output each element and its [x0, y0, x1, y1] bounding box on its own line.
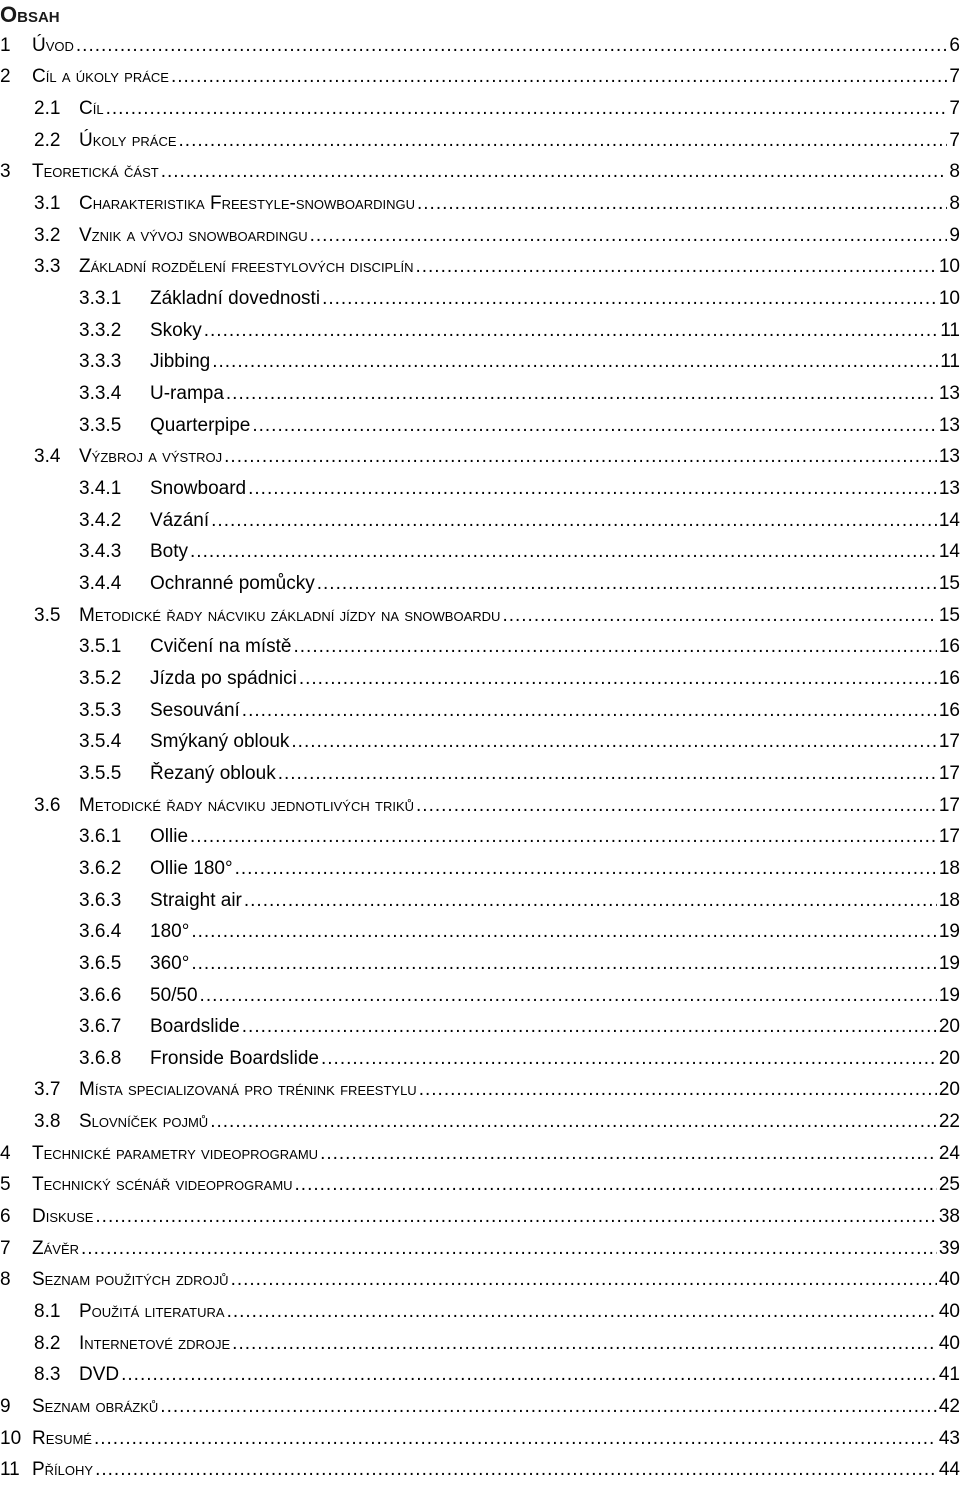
toc-dot-leader — [231, 1269, 937, 1291]
toc-entry-page-number: 8 — [949, 161, 960, 183]
toc-entry-label: Jízda po spádnici — [150, 667, 297, 689]
toc-entry[interactable] — [0, 188, 960, 220]
toc-entry-label: Použitá literatura — [79, 1301, 225, 1323]
toc-entry-label: Slovníček pojmů — [79, 1111, 209, 1133]
toc-entry-label: Cvičení na místě — [150, 636, 292, 658]
toc-entry-number: 3.3.5 — [79, 414, 122, 436]
toc-entry-label: Fronside Boardslide — [150, 1047, 319, 1069]
toc-entry-page-number: 13 — [938, 478, 960, 500]
toc-dot-leader — [76, 35, 948, 57]
toc-entry-page-number: 7 — [949, 66, 960, 88]
toc-entry[interactable] — [0, 663, 960, 695]
toc-entry-number: 8.3 — [34, 1364, 61, 1386]
toc-entry-number: 3.5.1 — [79, 636, 122, 658]
toc-entry[interactable] — [0, 1106, 960, 1138]
toc-entry-number: 3.7 — [34, 1079, 61, 1101]
toc-dot-leader — [95, 1206, 936, 1228]
toc-entry-label: Jibbing — [150, 351, 211, 373]
toc-dot-leader — [190, 826, 937, 848]
toc-entry-page-number: 17 — [938, 762, 960, 784]
toc-entry-number: 3.1 — [34, 193, 61, 215]
toc-entry-label: Technické parametry videoprogramu — [32, 1142, 319, 1164]
toc-entry-page-number: 43 — [938, 1427, 960, 1449]
toc-entry-number: 3.6.1 — [79, 826, 122, 848]
toc-dot-leader — [160, 1396, 937, 1418]
toc-entry-label: Ochranné pomůcky — [150, 572, 315, 594]
toc-entry[interactable] — [0, 315, 960, 347]
toc-entry-label: Vázání — [150, 509, 210, 531]
toc-entry-label: Ollie 180° — [150, 857, 233, 879]
toc-entry-label: 180° — [150, 921, 190, 943]
toc-entry[interactable] — [0, 442, 960, 474]
toc-entry[interactable] — [0, 1011, 960, 1043]
toc-dot-leader — [278, 763, 937, 785]
toc-entry-number: 1 — [0, 34, 11, 56]
toc-entry-page-number: 24 — [938, 1142, 960, 1164]
toc-dot-leader — [200, 985, 937, 1007]
toc-entry[interactable] — [0, 1423, 960, 1455]
toc-entry-page-number: 16 — [938, 667, 960, 689]
toc-entry[interactable] — [0, 980, 960, 1012]
toc-entry[interactable] — [0, 1391, 960, 1423]
toc-entry[interactable] — [0, 1360, 960, 1392]
toc-dot-leader — [211, 510, 937, 532]
toc-entry-page-number: 19 — [938, 984, 960, 1006]
toc-entry-number: 3.4.3 — [79, 541, 122, 563]
toc-entry[interactable] — [0, 537, 960, 569]
toc-entry[interactable] — [0, 568, 960, 600]
toc-dot-leader — [419, 1079, 937, 1101]
toc-entry[interactable] — [0, 1233, 960, 1265]
toc-dot-leader — [502, 605, 936, 627]
toc-entry[interactable] — [0, 1201, 960, 1233]
toc-dot-leader — [179, 130, 948, 152]
toc-entry-number: 3.2 — [34, 224, 61, 246]
toc-dot-leader — [299, 668, 937, 690]
toc-entry-number: 8 — [0, 1269, 11, 1291]
toc-entry[interactable] — [0, 93, 960, 125]
toc-entry-label: 360° — [150, 952, 190, 974]
toc-entry-page-number: 13 — [938, 446, 960, 468]
toc-entry-page-number: 17 — [938, 731, 960, 753]
toc-entry-number: 3.3.4 — [79, 383, 122, 405]
toc-dot-leader — [106, 98, 948, 120]
toc-entry-page-number: 15 — [938, 604, 960, 626]
toc-entry[interactable] — [0, 948, 960, 980]
toc-entry-page-number: 13 — [938, 383, 960, 405]
toc-dot-leader — [232, 1333, 937, 1355]
toc-entry[interactable] — [0, 885, 960, 917]
toc-entry-label: Sesouvání — [150, 699, 240, 721]
toc-dot-leader — [310, 225, 948, 247]
toc-entry-page-number: 18 — [938, 857, 960, 879]
toc-dot-leader — [121, 1364, 937, 1386]
toc-entry-number: 3.6.7 — [79, 1016, 122, 1038]
toc-entry[interactable] — [0, 473, 960, 505]
toc-entry-number: 8.2 — [34, 1332, 61, 1354]
toc-dot-leader — [224, 446, 937, 468]
toc-entry-page-number: 14 — [938, 509, 960, 531]
toc-entry-page-number: 17 — [938, 826, 960, 848]
toc-entry[interactable] — [0, 853, 960, 885]
toc-dot-leader — [210, 1111, 937, 1133]
toc-dot-leader — [320, 1143, 937, 1165]
toc-entry-page-number: 6 — [949, 34, 960, 56]
toc-entry-number: 7 — [0, 1237, 11, 1259]
toc-entry[interactable] — [0, 220, 960, 252]
toc-entry-label: Cíl a úkoly práce — [32, 66, 169, 88]
toc-entry-label: Charakteristika Freestyle-snowboardingu — [79, 193, 415, 215]
toc-entry-number: 4 — [0, 1142, 11, 1164]
toc-entry[interactable] — [0, 252, 960, 284]
toc-entry-page-number: 42 — [938, 1396, 960, 1418]
toc-entry-label: Základní dovednosti — [150, 288, 321, 310]
toc-entry-page-number: 11 — [940, 319, 960, 341]
toc-entry-page-number: 15 — [938, 572, 960, 594]
toc-entry[interactable] — [0, 1043, 960, 1075]
toc-dot-leader — [322, 288, 937, 310]
toc-entry-label: Závěr — [32, 1237, 80, 1259]
toc-entry-page-number: 7 — [949, 129, 960, 151]
toc-entry-label: Metodické řady nácviku základní jízdy na snowboardu — [79, 604, 501, 626]
toc-entry-label: Metodické řady nácviku jednotlivých triků — [79, 794, 415, 816]
toc-entry-page-number: 8 — [949, 193, 960, 215]
toc-dot-leader — [191, 921, 937, 943]
toc-entry-number: 3.6.2 — [79, 857, 122, 879]
toc-entry-page-number: 16 — [938, 636, 960, 658]
toc-entry-number: 3.4.4 — [79, 572, 122, 594]
toc-entry-label: Úkoly práce — [79, 129, 177, 151]
toc-entry[interactable] — [0, 916, 960, 948]
toc-entry-number: 3.6 — [34, 794, 61, 816]
toc-entry-number: 3.6.6 — [79, 984, 122, 1006]
toc-entry-label: Přílohy — [32, 1459, 94, 1481]
toc-entry-page-number: 7 — [949, 98, 960, 120]
toc-entry-number: 11 — [0, 1459, 20, 1481]
toc-dot-leader — [291, 731, 936, 753]
toc-entry-number: 3.5.4 — [79, 731, 122, 753]
toc-entry-number: 3.5.2 — [79, 667, 122, 689]
toc-entry-page-number: 25 — [938, 1174, 960, 1196]
toc-entry-label: DVD — [79, 1364, 120, 1386]
toc-entry-label: Diskuse — [32, 1206, 94, 1228]
toc-dot-leader — [95, 1459, 937, 1481]
toc-dot-leader — [227, 1301, 937, 1323]
toc-entry-number: 3.4.1 — [79, 478, 122, 500]
toc-entry-label: Smýkaný oblouk — [150, 731, 290, 753]
toc-entry[interactable] — [0, 505, 960, 537]
toc-entry-label: Výzbroj a výstroj — [79, 446, 223, 468]
toc-dot-leader — [94, 1428, 937, 1450]
toc-dot-leader — [212, 351, 938, 373]
toc-dot-leader — [81, 1238, 937, 1260]
toc-title: Obsah — [0, 2, 60, 27]
toc-entry-page-number: 10 — [938, 256, 960, 278]
toc-entry-number: 3.6.5 — [79, 952, 122, 974]
toc-dot-leader — [171, 66, 947, 88]
toc-dot-leader — [191, 953, 937, 975]
toc-entry-label: Boty — [150, 541, 189, 563]
toc-entry-page-number: 18 — [938, 889, 960, 911]
toc-entry-label: Cíl — [79, 98, 104, 120]
toc-dot-leader — [417, 193, 947, 215]
toc-entry-number: 3.3.2 — [79, 319, 122, 341]
toc-entry-page-number: 20 — [938, 1047, 960, 1069]
toc-dot-leader — [252, 415, 937, 437]
toc-entry-number: 3.6.3 — [79, 889, 122, 911]
toc-entry-number: 6 — [0, 1206, 11, 1228]
toc-entry-page-number: 20 — [938, 1079, 960, 1101]
toc-entry-label: Quarterpipe — [150, 414, 251, 436]
toc-entry-page-number: 44 — [938, 1459, 960, 1481]
toc-entry-label: Seznam použitých zdrojů — [32, 1269, 229, 1291]
toc-dot-leader — [294, 636, 937, 658]
toc-entry[interactable] — [0, 410, 960, 442]
toc-entry-number: 3.4.2 — [79, 509, 122, 531]
toc-entry-label: Snowboard — [150, 478, 247, 500]
toc-entry-page-number: 19 — [938, 952, 960, 974]
toc-entry-label: Úvod — [32, 34, 74, 56]
toc-entry[interactable] — [0, 821, 960, 853]
toc-entry-page-number: 9 — [949, 224, 960, 246]
toc-list — [0, 30, 960, 1486]
toc-entry[interactable] — [0, 157, 960, 189]
toc-entry-page-number: 22 — [938, 1111, 960, 1133]
toc-entry[interactable] — [0, 30, 960, 62]
toc-entry-number: 2.1 — [34, 98, 61, 120]
toc-entry-number: 5 — [0, 1174, 11, 1196]
toc-entry-label: U-rampa — [150, 383, 224, 405]
toc-entry-number: 2.2 — [34, 129, 61, 151]
toc-entry-number: 3.3.1 — [79, 288, 122, 310]
toc-dot-leader — [416, 795, 937, 817]
toc-entry-number: 3.5.5 — [79, 762, 122, 784]
toc-dot-leader — [235, 858, 937, 880]
toc-entry-number: 3.3.3 — [79, 351, 122, 373]
toc-entry-label: Základní rozdělení freestylových disciplín — [79, 256, 414, 278]
toc-entry[interactable] — [0, 1296, 960, 1328]
toc-dot-leader — [242, 1016, 937, 1038]
toc-entry-label: Teoretická část — [32, 161, 159, 183]
toc-entry-page-number: 40 — [938, 1332, 960, 1354]
toc-dot-leader — [248, 478, 937, 500]
toc-entry-page-number: 11 — [940, 351, 960, 373]
toc-entry-label: Resumé — [32, 1427, 92, 1449]
toc-entry-page-number: 41 — [938, 1364, 960, 1386]
toc-entry-number: 3.4 — [34, 446, 61, 468]
toc-entry[interactable] — [0, 378, 960, 410]
toc-dot-leader — [295, 1174, 937, 1196]
toc-entry-label: Vznik a vývoj snowboardingu — [79, 224, 308, 246]
toc-entry-label: Seznam obrázků — [32, 1396, 159, 1418]
toc-entry-number: 3.3 — [34, 256, 61, 278]
toc-entry-label: Ollie — [150, 826, 189, 848]
toc-entry-number: 3.5.3 — [79, 699, 122, 721]
toc-entry-page-number: 20 — [938, 1016, 960, 1038]
toc-entry-number: 8.1 — [34, 1301, 61, 1323]
toc-entry-label: Internetové zdroje — [79, 1332, 231, 1354]
toc-entry-number: 3.5 — [34, 604, 61, 626]
toc-entry[interactable] — [0, 1138, 960, 1170]
toc-entry-page-number: 40 — [938, 1301, 960, 1323]
toc-entry[interactable] — [0, 631, 960, 663]
toc-entry-page-number: 38 — [938, 1206, 960, 1228]
toc-entry[interactable] — [0, 758, 960, 790]
toc-entry[interactable] — [0, 125, 960, 157]
toc-dot-leader — [226, 383, 937, 405]
toc-entry[interactable] — [0, 600, 960, 632]
toc-entry[interactable] — [0, 1170, 960, 1202]
toc-entry-number: 10 — [0, 1427, 22, 1449]
toc-entry[interactable] — [0, 283, 960, 315]
toc-entry-page-number: 40 — [938, 1269, 960, 1291]
toc-dot-leader — [415, 256, 936, 278]
toc-dot-leader — [321, 1048, 937, 1070]
toc-entry-label: Straight air — [150, 889, 242, 911]
toc-dot-leader — [190, 541, 937, 563]
toc-entry[interactable] — [0, 695, 960, 727]
toc-entry-number: 3.6.8 — [79, 1047, 122, 1069]
toc-entry-number: 3.6.4 — [79, 921, 122, 943]
toc-dot-leader — [242, 700, 937, 722]
toc-entry-label: 50/50 — [150, 984, 198, 1006]
toc-entry-label: Místa specializovaná pro trénink freestylu — [79, 1079, 417, 1101]
toc-dot-leader — [204, 320, 939, 342]
toc-entry[interactable] — [0, 1265, 960, 1297]
toc-entry-page-number: 19 — [938, 921, 960, 943]
toc-dot-leader — [317, 573, 937, 595]
toc-entry[interactable] — [0, 1455, 960, 1486]
toc-entry-number: 3.8 — [34, 1111, 61, 1133]
toc-entry-page-number: 39 — [938, 1237, 960, 1259]
toc-entry-label: Skoky — [150, 319, 202, 341]
toc-entry-page-number: 13 — [938, 414, 960, 436]
toc-entry[interactable] — [0, 1075, 960, 1107]
toc-entry[interactable] — [0, 1328, 960, 1360]
toc-entry-number: 2 — [0, 66, 11, 88]
toc-entry-number: 3 — [0, 161, 11, 183]
toc-entry[interactable] — [0, 347, 960, 379]
toc-entry-page-number: 17 — [938, 794, 960, 816]
toc-entry[interactable] — [0, 790, 960, 822]
toc-dot-leader — [244, 890, 937, 912]
toc-entry-page-number: 10 — [938, 288, 960, 310]
toc-entry-label: Řezaný oblouk — [150, 762, 276, 784]
toc-entry-page-number: 16 — [938, 699, 960, 721]
toc-entry-label: Technický scénář videoprogramu — [32, 1174, 293, 1196]
toc-entry[interactable] — [0, 62, 960, 94]
toc-entry-label: Boardslide — [150, 1016, 240, 1038]
toc-dot-leader — [161, 161, 948, 183]
toc-entry-page-number: 14 — [938, 541, 960, 563]
toc-entry-number: 9 — [0, 1396, 11, 1418]
toc-entry[interactable] — [0, 726, 960, 758]
